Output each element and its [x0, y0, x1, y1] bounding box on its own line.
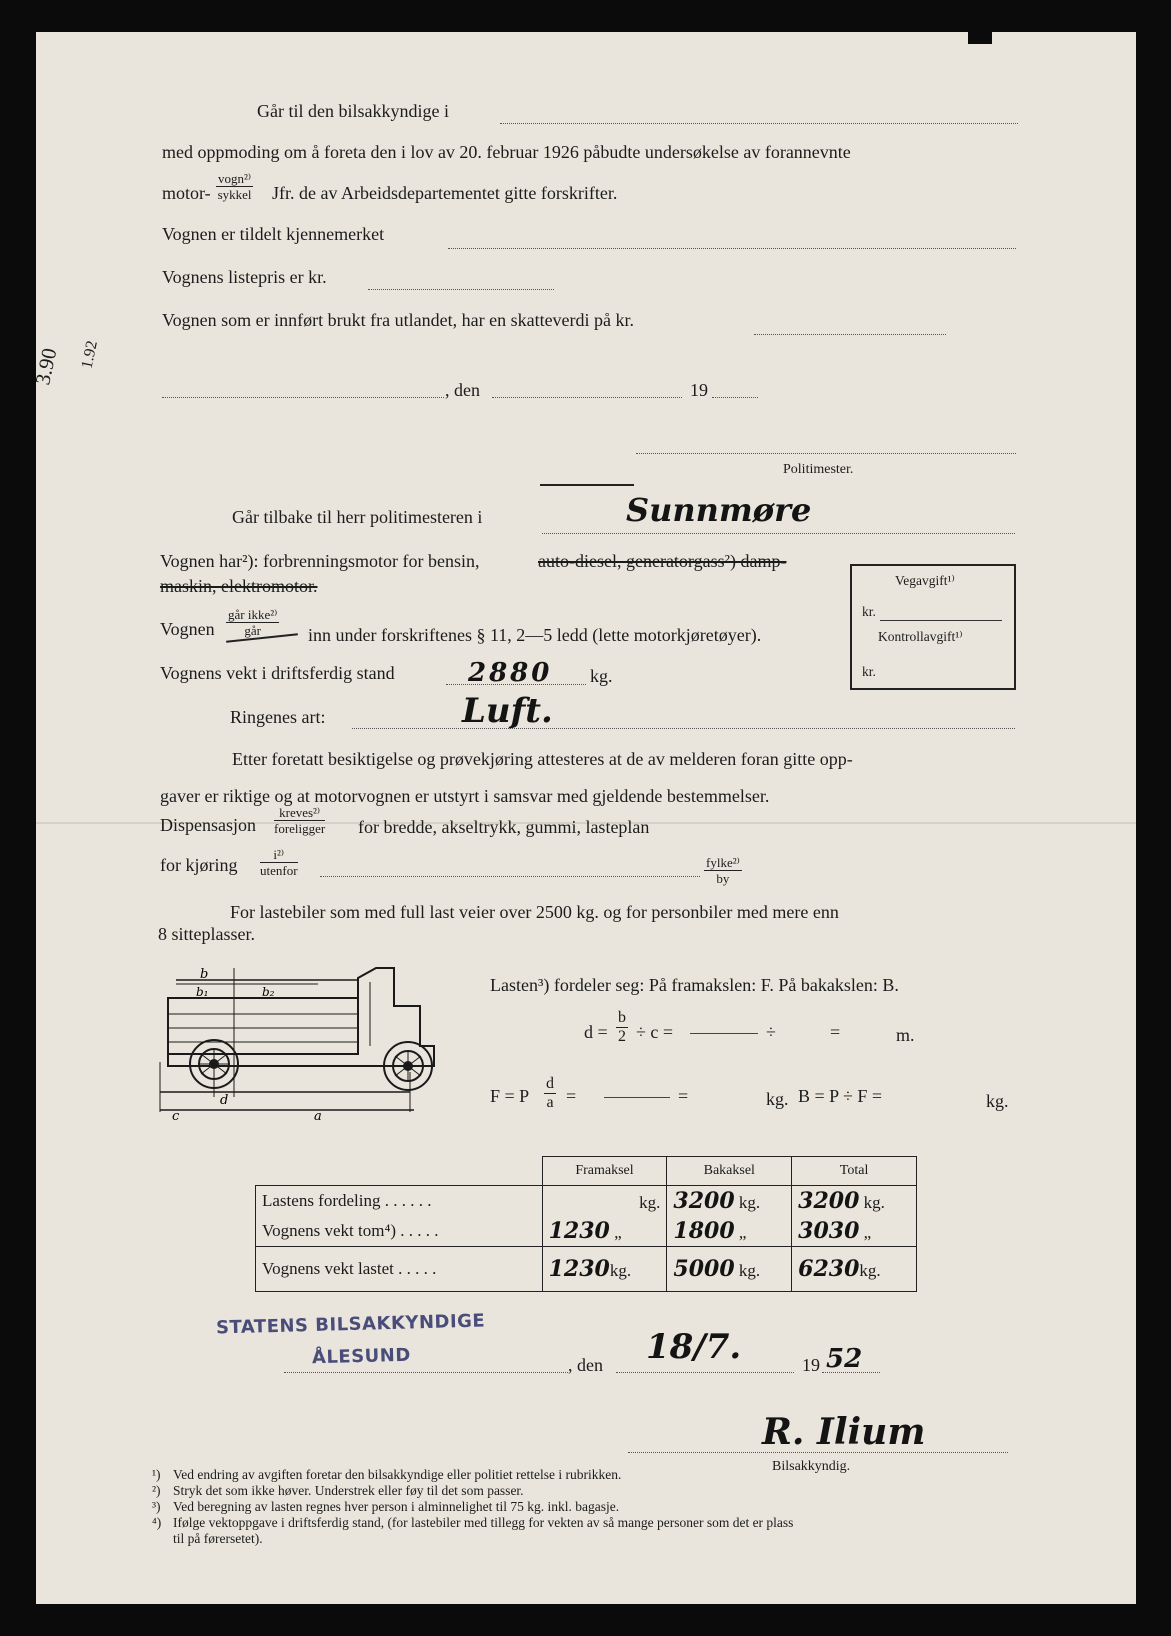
- registration-blank: [448, 248, 1016, 249]
- b-over-2-fraction: $\frac{b}{2}$: [618, 1009, 626, 1045]
- control-fee-label: Kontrollavgift¹⁾: [878, 629, 963, 644]
- inspector-place-blank: [284, 1372, 568, 1373]
- row-cell-front: 1230 „: [542, 1216, 667, 1247]
- diagram-label-b2: b₂: [262, 985, 275, 999]
- control-fee-kr: kr.: [862, 664, 876, 679]
- stamp-line-1: STATENS BILSAKKYNDIGE: [215, 1310, 486, 1339]
- d-formula-mid: ÷ c =: [636, 1022, 674, 1042]
- row-cell-front: 1230kg.: [542, 1247, 667, 1292]
- handwritten-date: 18/7.: [646, 1327, 742, 1367]
- weight-label: Vognens vekt i driftsferdig stand: [160, 663, 395, 683]
- engine-type-struck-1: auto-diesel, generatorgass²) damp-: [538, 551, 787, 571]
- row-label: Vognens vekt tom⁴) . . . . .: [256, 1216, 543, 1247]
- d-formula-divide: ÷: [766, 1022, 776, 1042]
- signoff-year-prefix: 19: [802, 1355, 820, 1375]
- footnote-text: til på førersetet).: [173, 1531, 263, 1546]
- margin-note-2: 1.92: [78, 339, 101, 371]
- load-distribution-heading: Lasten³) fordeler seg: På framakslen: F. På bakakslen: B.: [490, 975, 899, 995]
- signoff-den-label: , den: [568, 1355, 603, 1375]
- request-line: med oppmoding om å foreta den i lov av 20. februar 1926 påbudte undersøkelse av forannevnte: [162, 142, 851, 162]
- vehicle-label: Vognen: [160, 619, 215, 639]
- list-price-blank: [368, 289, 554, 290]
- d-unit: m.: [896, 1025, 915, 1045]
- row-label: Vognens vekt lastet . . . . .: [256, 1247, 543, 1292]
- b-formula: B = P ÷ F =: [798, 1086, 883, 1106]
- table-row: [256, 1216, 917, 1247]
- return-place-blank: [542, 533, 1015, 534]
- handwritten-weight: 2880: [468, 658, 553, 688]
- handwritten-tire-type: Luft.: [462, 691, 553, 731]
- road-fee-label: Vegavgift¹⁾: [895, 573, 955, 588]
- inspector-signature-line: [628, 1452, 1008, 1453]
- place-blank: [162, 397, 444, 398]
- row-cell-rear: 1800 „: [667, 1216, 792, 1247]
- d-over-a-fraction: $\frac{d}{a}$: [546, 1075, 554, 1111]
- footnote-mark: ³): [152, 1499, 161, 1514]
- f-unit: kg.: [766, 1089, 789, 1109]
- f-formula-eq1: =: [566, 1086, 577, 1106]
- fylke-by-fraction: fylke²⁾ by: [706, 855, 740, 886]
- d-formula-lhs: d =: [584, 1022, 608, 1042]
- regulation-reference: Jfr. de av Arbeidsdepartementet gitte forskrifter.: [272, 183, 618, 203]
- dispensation-items: for bredde, akseltrykk, gummi, lasteplan: [358, 817, 650, 837]
- footnote-text: Ifølge vektoppgave i driftsferdig stand, (for lastebiler med tillegg for vekten av så mange personer som det er plass: [173, 1515, 794, 1530]
- attestation-line-2: gaver er riktige og at motorvognen er utstyrt i samsvar med gjeldende bestemmelser.: [160, 786, 770, 806]
- i-utenfor-fraction: i²⁾ utenfor: [260, 847, 298, 878]
- tax-value-label: Vognen som er innført brukt fra utlandet, har en skatteverdi på kr.: [162, 310, 635, 330]
- inspector-signature: R. Ilium: [762, 1411, 926, 1453]
- recipient-line: Går til den bilsakkyndige i: [257, 101, 449, 121]
- dispensation-label: Dispensasjon: [160, 815, 256, 835]
- footnote-mark: ²): [152, 1483, 161, 1498]
- footnote-mark: ⁴): [152, 1515, 162, 1530]
- kreves-fraction: kreves²⁾ foreligger: [274, 805, 326, 836]
- attestation-line-1: Etter foretatt besiktigelse og prøvekjøring attesteres at de av melderen foran gitte opp-: [232, 749, 853, 769]
- diagram-label-d: d: [220, 1093, 229, 1108]
- inspector-role: Bilsakkyndig.: [772, 1459, 851, 1474]
- footnote-text: Stryk det som ikke høver. Understrek eller føy til det som passer.: [173, 1483, 524, 1498]
- year-blank: [712, 397, 758, 398]
- truck-note-line-2: 8 sitteplasser.: [158, 924, 255, 944]
- load-table: [255, 1156, 917, 1292]
- row-label: Lastens fordeling . . . . . .: [256, 1186, 543, 1217]
- b-unit: kg.: [986, 1091, 1009, 1111]
- weight-unit: kg.: [590, 666, 613, 686]
- f-formula-eq2: =: [678, 1086, 689, 1106]
- row-cell-rear: 5000 kg.: [667, 1247, 792, 1292]
- police-chief-label: Politimester.: [783, 462, 854, 477]
- road-fee-line: [880, 620, 1002, 621]
- f-formula-lhs: F = P: [490, 1086, 530, 1106]
- engine-type-struck-2: maskin, elektromotor.: [160, 576, 318, 596]
- diagram-label-b1: b₁: [196, 985, 209, 999]
- gaar-fraction: går ikke²⁾ går: [228, 607, 278, 638]
- driving-area-blank: [320, 876, 700, 877]
- diagram-label-a: a: [314, 1109, 322, 1124]
- diagram-label-b: b: [200, 967, 209, 982]
- d-formula-equals: =: [830, 1022, 841, 1042]
- row-cell-front: kg.: [542, 1186, 667, 1217]
- header-front-axle: Framaksel: [542, 1157, 667, 1186]
- row-cell-total: 6230kg.: [792, 1247, 917, 1292]
- footnote-text: Ved endring av avgiften foretar den bilsakkyndige eller politiet rettelse i rubrikken.: [173, 1467, 622, 1482]
- diagram-label-c: c: [172, 1109, 180, 1124]
- margin-note-1: 3.90: [30, 345, 62, 387]
- list-price-label: Vognens listepris er kr.: [162, 267, 327, 287]
- row-cell-rear: 3200 kg.: [667, 1186, 792, 1217]
- table-row: [256, 1186, 917, 1217]
- vogn-sykkel-fraction: vogn²⁾ sykkel: [217, 171, 252, 202]
- engine-type-label: Vognen har²): forbrenningsmotor for bensin,: [160, 551, 480, 571]
- handwritten-year: 52: [826, 1344, 863, 1374]
- footnote-mark: ¹): [152, 1467, 161, 1482]
- truck-note-line-1: For lastebiler som med full last veier over 2500 kg. og for personbiler med mere enn: [230, 902, 839, 922]
- row-cell-total: 3200 kg.: [792, 1186, 917, 1217]
- motor-prefix: motor-: [162, 183, 211, 203]
- footnote-text: Ved beregning av lasten regnes hver person i alminnelighet til 75 kg. inkl. bagasje.: [173, 1499, 620, 1514]
- year-prefix: 19: [690, 380, 708, 400]
- recipient-blank: [500, 123, 1018, 124]
- row-cell-total: 3030 „: [792, 1216, 917, 1247]
- section-divider: [540, 484, 634, 486]
- top-right-tab: [968, 32, 992, 44]
- truck-diagram: [158, 962, 458, 1132]
- road-fee-kr: kr.: [862, 604, 876, 619]
- date-blank: [492, 397, 682, 398]
- table-header-blank: [256, 1157, 543, 1186]
- tire-type-label: Ringenes art:: [230, 707, 326, 727]
- header-total: Total: [792, 1157, 917, 1186]
- f-value-blank: [604, 1097, 670, 1098]
- light-vehicle-rule: inn under forskriftenes § 11, 2—5 ledd (lette motorkjøretøyer).: [308, 625, 762, 645]
- table-header-row: [256, 1157, 917, 1186]
- tax-value-blank: [754, 334, 946, 335]
- return-label: Går tilbake til herr politimesteren i: [232, 507, 483, 527]
- driving-label: for kjøring: [160, 855, 238, 875]
- tire-type-blank: [352, 728, 1015, 729]
- handwritten-district: Sunnmøre: [626, 491, 812, 529]
- signoff-date-blank: [616, 1372, 794, 1373]
- stamp-line-2: ÅLESUND: [311, 1344, 412, 1369]
- d-value-blank-1: [690, 1033, 758, 1034]
- den-label: , den: [445, 380, 480, 400]
- registration-label: Vognen er tildelt kjennemerket: [162, 224, 385, 244]
- police-signature-blank: [636, 453, 1016, 454]
- table-row: [256, 1247, 917, 1292]
- header-rear-axle: Bakaksel: [667, 1157, 792, 1186]
